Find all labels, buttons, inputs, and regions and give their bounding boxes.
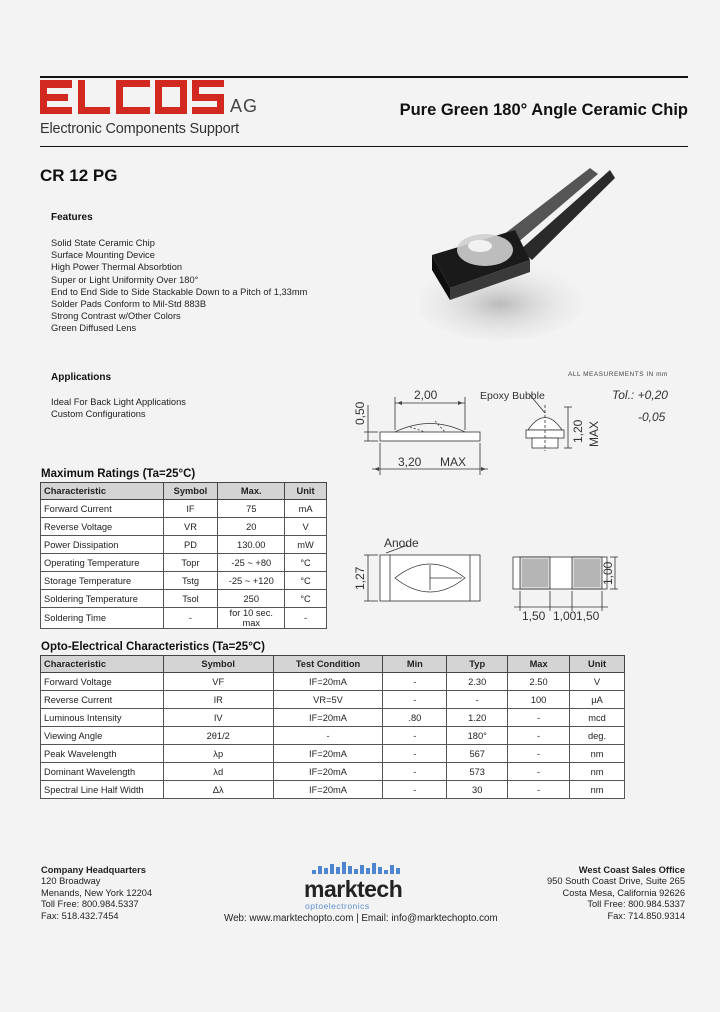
hq-address [41, 865, 152, 922]
table-cell: 2θ1/2 [163, 727, 273, 745]
table-cell: PD [163, 536, 218, 554]
table-header-row [41, 656, 625, 673]
column-header: Symbol [163, 656, 273, 673]
table-row [41, 781, 625, 799]
feature-item: End to End Side to Side Stackable Down to a Pitch of 1,33mm [51, 286, 308, 297]
table-row [41, 518, 327, 536]
table-cell: 180° [447, 727, 508, 745]
dim-length-max: MAX [440, 455, 467, 469]
table-cell: Luminous Intensity [41, 709, 164, 727]
column-header: Max. [218, 483, 285, 500]
table-cell: V [285, 518, 327, 536]
product-photo [420, 160, 615, 340]
dim-width-top: 2,00 [414, 388, 438, 402]
table-cell: -25 ~ +120 [218, 572, 285, 590]
table-cell: mcd [570, 709, 625, 727]
features-list [51, 237, 307, 335]
table-cell: - [273, 727, 383, 745]
hq-line: Menands, New York 12204 [41, 887, 153, 898]
column-header: Unit [285, 483, 327, 500]
feature-item: Green Diffused Lens [51, 323, 137, 334]
column-header: Typ [447, 656, 508, 673]
dim-side: 1,27 [353, 566, 367, 590]
applications-list [51, 396, 186, 420]
table-header-row [41, 483, 327, 500]
table-cell: 250 [218, 590, 285, 608]
table-cell: °C [285, 590, 327, 608]
application-item: Ideal For Back Light Applications [51, 397, 186, 407]
contact-web-email[interactable]: Web: www.marktechopto.com | Email: info@marktechopto.com [224, 913, 498, 924]
anode-label: Anode [384, 536, 419, 550]
table-cell: 1.20 [447, 709, 508, 727]
marktech-logo-subtext: optoelectronics [305, 901, 370, 911]
table-cell: °C [285, 572, 327, 590]
table-cell: Operating Temperature [41, 554, 164, 572]
table-cell: nm [570, 763, 625, 781]
table-cell: 100 [508, 691, 570, 709]
table-cell: - [383, 673, 447, 691]
table-cell: - [383, 745, 447, 763]
table-cell: 130.00 [218, 536, 285, 554]
table-cell: nm [570, 745, 625, 763]
west-line: Fax: 714.850.9314 [607, 910, 685, 921]
west-line: Costa Mesa, California 92626 [562, 887, 685, 898]
company-tagline: Electronic Components Support [40, 121, 239, 137]
table-cell: .80 [383, 709, 447, 727]
table-cell: - [383, 763, 447, 781]
west-coast-address [547, 865, 685, 922]
application-item: Custom Configurations [51, 409, 146, 420]
table-cell: mA [285, 500, 327, 518]
table-cell: Forward Current [41, 500, 164, 518]
table-cell: - [383, 691, 447, 709]
table-cell: - [508, 727, 570, 745]
table-cell: - [383, 727, 447, 745]
table-cell: - [447, 691, 508, 709]
feature-item: High Power Thermal Absorbtion [51, 262, 183, 273]
table-cell: Power Dissipation [41, 536, 164, 554]
column-header: Unit [570, 656, 625, 673]
column-header: Max [508, 656, 570, 673]
dim-length: 3,20 [398, 455, 422, 469]
opto-title: Opto-Electrical Characteristics (Ta=25°C) [41, 641, 265, 653]
dim-pad-1: 1,50 [522, 609, 546, 623]
table-cell: IF=20mA [273, 745, 383, 763]
table-cell: 2.50 [508, 673, 570, 691]
header-rule-bottom [40, 146, 688, 147]
hq-line: Toll Free: 800.984.5337 [41, 899, 139, 910]
table-cell: Reverse Current [41, 691, 164, 709]
table-cell: nm [570, 781, 625, 799]
table-cell: 573 [447, 763, 508, 781]
tolerance-minus: -0,05 [638, 410, 666, 424]
table-cell: 20 [218, 518, 285, 536]
table-cell: V [570, 673, 625, 691]
table-cell: Topr [163, 554, 218, 572]
table-cell: IF=20mA [273, 781, 383, 799]
max-ratings-table [40, 482, 327, 629]
table-row [41, 691, 625, 709]
elcos-logo [40, 80, 225, 116]
west-line: Toll Free: 800.984.5337 [587, 899, 685, 910]
table-cell: - [163, 608, 218, 629]
table-cell: Soldering Temperature [41, 590, 164, 608]
table-row [41, 572, 327, 590]
table-cell: deg. [570, 727, 625, 745]
features-title: Features [51, 212, 93, 223]
applications-title: Applications [51, 372, 112, 383]
table-cell: λd [163, 763, 273, 781]
table-row [41, 709, 625, 727]
table-cell: IR [163, 691, 273, 709]
table-cell: - [508, 709, 570, 727]
table-row [41, 745, 625, 763]
table-cell: Soldering Time [41, 608, 164, 629]
dim-height: 0,50 [353, 401, 367, 425]
table-row [41, 500, 327, 518]
table-cell: µA [570, 691, 625, 709]
dim-pad-2: 1,00 [553, 609, 577, 623]
table-cell: -25 ~ +80 [218, 554, 285, 572]
table-cell: Δλ [163, 781, 273, 799]
dimension-drawing [350, 385, 620, 625]
marktech-logo-text: marktech [304, 876, 403, 902]
table-cell: - [508, 745, 570, 763]
west-line: 950 South Coast Drive, Suite 265 [547, 876, 685, 887]
hq-title: Company Headquarters [41, 865, 146, 875]
table-cell: Peak Wavelength [41, 745, 164, 763]
table-cell: IF [163, 500, 218, 518]
table-cell: Reverse Voltage [41, 518, 164, 536]
table-row [41, 727, 625, 745]
table-cell: - [508, 763, 570, 781]
feature-item: Solder Pads Conform to Mil-Std 883B [51, 299, 207, 310]
table-cell: Storage Temperature [41, 572, 164, 590]
dim-pad-height: 1,00 [601, 561, 615, 585]
product-headline: Pure Green 180° Angle Ceramic Chip [399, 101, 688, 119]
column-header: Symbol [163, 483, 218, 500]
feature-item: Super or Light Uniformity Over 180° [51, 274, 199, 285]
column-header: Characteristic [41, 656, 164, 673]
feature-item: Surface Mounting Device [51, 250, 155, 261]
table-cell: Forward Voltage [41, 673, 164, 691]
table-cell: mW [285, 536, 327, 554]
column-header: Min [383, 656, 447, 673]
table-cell: - [285, 608, 327, 629]
feature-item: Strong Contrast w/Other Colors [51, 311, 181, 322]
column-header: Test Condition [273, 656, 383, 673]
table-row [41, 608, 327, 629]
dim-bubble-max: MAX [587, 420, 601, 447]
table-cell: VR=5V [273, 691, 383, 709]
table-cell: - [508, 781, 570, 799]
table-cell: 75 [218, 500, 285, 518]
table-cell: Spectral Line Half Width [41, 781, 164, 799]
epoxy-bubble-label: Epoxy Bubble [480, 390, 545, 402]
column-header: Characteristic [41, 483, 164, 500]
table-row [41, 763, 625, 781]
table-row [41, 536, 327, 554]
table-cell: IV [163, 709, 273, 727]
table-cell: λp [163, 745, 273, 763]
table-row [41, 554, 327, 572]
table-row [41, 673, 625, 691]
header-rule-top [40, 76, 688, 78]
feature-item: Solid State Ceramic Chip [51, 238, 155, 248]
part-number: CR 12 PG [40, 166, 118, 185]
marktech-logo-icon [312, 862, 412, 876]
tolerance-plus: Tol.: +0,20 [612, 388, 668, 402]
table-cell: VF [163, 673, 273, 691]
table-cell: Tsol [163, 590, 218, 608]
table-cell: °C [285, 554, 327, 572]
measurement-note: ALL MEASUREMENTS IN mm [568, 371, 668, 378]
logo-suffix: AG [230, 96, 259, 116]
table-cell: 567 [447, 745, 508, 763]
table-cell: Viewing Angle [41, 727, 164, 745]
table-cell: VR [163, 518, 218, 536]
table-cell: 30 [447, 781, 508, 799]
max-ratings-title: Maximum Ratings (Ta=25°C) [41, 468, 196, 480]
table-cell: Dominant Wavelength [41, 763, 164, 781]
opto-table [40, 655, 625, 799]
table-cell: 2.30 [447, 673, 508, 691]
table-cell: IF=20mA [273, 709, 383, 727]
table-cell: Tstg [163, 572, 218, 590]
dim-pad-3: 1,50 [576, 609, 600, 623]
table-row [41, 590, 327, 608]
west-title: West Coast Sales Office [578, 865, 685, 875]
table-cell: - [383, 781, 447, 799]
hq-line: Fax: 518.432.7454 [41, 910, 119, 921]
table-cell: IF=20mA [273, 673, 383, 691]
table-cell: IF=20mA [273, 763, 383, 781]
dim-bubble: 1,20 [571, 419, 585, 443]
table-cell: for 10 sec. max [218, 608, 285, 629]
hq-line: 120 Broadway [41, 876, 101, 887]
